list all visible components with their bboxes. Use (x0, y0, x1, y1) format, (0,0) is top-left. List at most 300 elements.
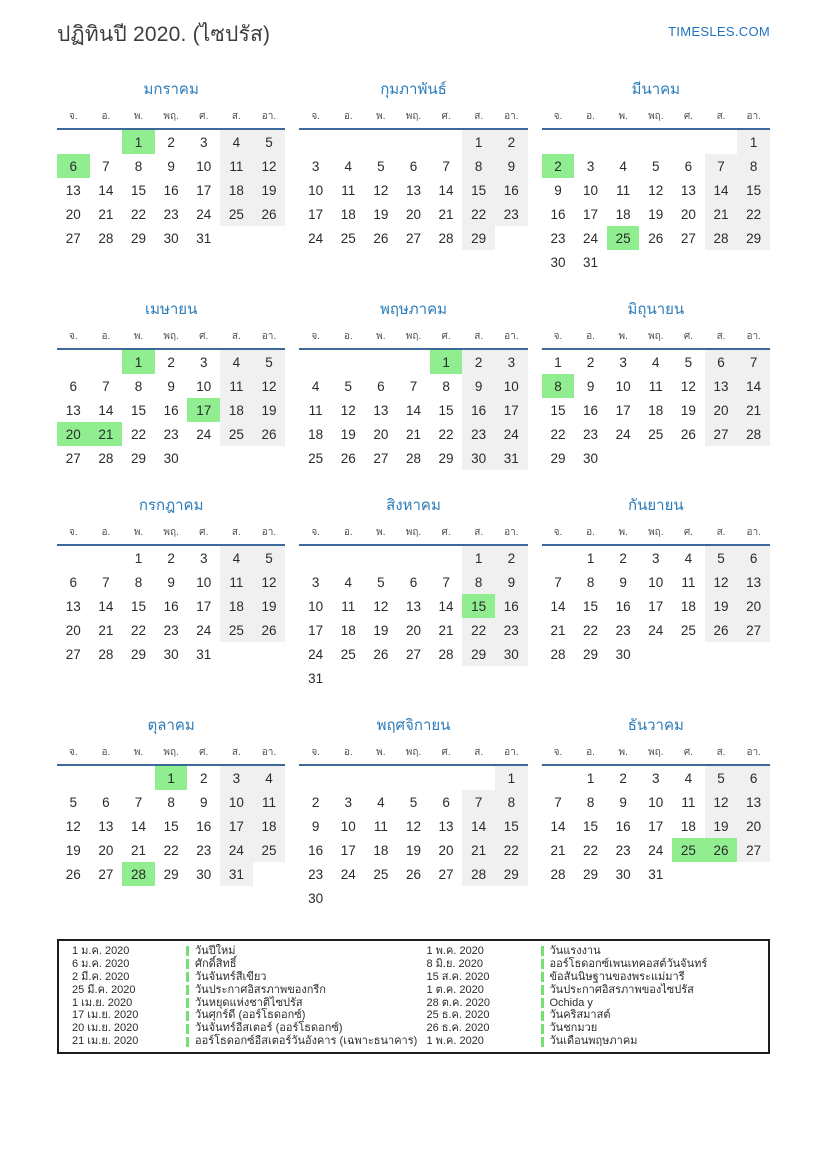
legend-item (414, 945, 769, 958)
legend-item (59, 971, 414, 984)
day-cell: 21 (550, 622, 566, 638)
day-cell: 13 (737, 790, 770, 814)
weekday-label: อ. (332, 329, 365, 349)
empty-cell (122, 765, 155, 790)
day-cell: 11 (341, 182, 356, 198)
weekday-label: ศ. (672, 329, 705, 349)
day-cell: 6 (57, 154, 90, 178)
weekday-label: ส. (220, 745, 253, 765)
holiday-date: 1 ม.ค. 2020 (72, 945, 130, 957)
page-header (57, 18, 770, 51)
day-cell: 20 (65, 206, 81, 222)
day-cell: 23 (462, 422, 495, 446)
holiday-name: วันศุกร์ดี (ออร์โธดอกซ์) (195, 1009, 306, 1022)
holiday-date: 8 มิ.ย. 2020 (426, 957, 484, 970)
day-cell: 14 (550, 818, 566, 834)
weekday-label: ส. (705, 109, 738, 129)
day-cell: 1 (495, 765, 528, 790)
day-cell: 1 (462, 545, 495, 570)
day-cell: 22 (131, 206, 147, 222)
day-cell: 10 (196, 158, 212, 174)
legend-item (414, 1022, 769, 1035)
day-cell: 28 (550, 646, 566, 662)
day-cell: 27 (65, 230, 81, 246)
legend-item (414, 997, 769, 1010)
day-cell: 5 (409, 794, 418, 810)
day-cell: 29 (462, 226, 495, 250)
day-cell: 18 (220, 178, 253, 202)
day-cell: 4 (220, 349, 253, 374)
empty-cell (705, 250, 738, 274)
month-grid (57, 329, 285, 470)
legend-item (59, 984, 414, 997)
day-cell: 23 (615, 622, 631, 638)
weekday-label: อา. (737, 329, 770, 349)
day-cell: 9 (199, 794, 208, 810)
day-cell: 14 (705, 178, 738, 202)
empty-cell (462, 666, 495, 690)
empty-cell (495, 886, 528, 910)
day-cell: 6 (69, 574, 78, 590)
weekday-label: อ. (574, 745, 607, 765)
day-cell: 15 (131, 182, 147, 198)
legend-item (59, 958, 414, 971)
empty-cell (430, 129, 463, 154)
empty-cell (332, 886, 365, 910)
months-grid (57, 71, 770, 927)
day-cell: 18 (220, 398, 253, 422)
empty-cell (430, 886, 463, 910)
day-cell: 13 (405, 598, 421, 614)
day-cell: 27 (705, 422, 738, 446)
weekday-label: จ. (299, 109, 332, 129)
holiday-name: ข้อสันนิษฐานของพระแม่มารี (549, 970, 685, 983)
day-cell: 23 (550, 230, 566, 246)
day-cell: 6 (409, 574, 418, 590)
empty-cell (397, 765, 430, 790)
day-cell: 7 (462, 790, 495, 814)
day-cell: 1 (122, 349, 155, 374)
day-cell: 25 (308, 450, 324, 466)
day-cell: 19 (340, 426, 356, 442)
day-cell: 13 (98, 818, 114, 834)
day-cell: 26 (705, 618, 738, 642)
weekday-label: อา. (737, 745, 770, 765)
month-calendar (299, 707, 527, 910)
day-cell: 15 (462, 594, 495, 618)
month-calendar (57, 291, 285, 470)
day-cell: 24 (196, 206, 212, 222)
weekday-label: จ. (542, 745, 575, 765)
month-grid (57, 525, 285, 666)
day-cell: 8 (167, 794, 175, 810)
empty-cell (57, 545, 90, 570)
holiday-marker-icon (186, 972, 189, 982)
site-link[interactable]: TIMESLES.COM (668, 24, 770, 39)
weekday-label: ศ. (672, 109, 705, 129)
empty-cell (220, 642, 253, 666)
day-cell: 2 (199, 770, 208, 786)
day-cell: 18 (648, 402, 664, 418)
day-cell: 12 (373, 182, 389, 198)
legend-item (414, 1009, 769, 1022)
empty-cell (90, 765, 123, 790)
empty-cell (542, 765, 575, 790)
day-cell: 17 (308, 622, 324, 638)
day-cell: 2 (311, 794, 320, 810)
day-cell: 28 (98, 230, 114, 246)
weekday-label: ศ. (187, 109, 220, 129)
empty-cell (639, 446, 672, 470)
day-cell: 2 (495, 129, 528, 154)
holiday-date: 25 ธ.ค. 2020 (426, 1009, 490, 1022)
day-cell: 25 (220, 618, 253, 642)
day-cell: 17 (648, 598, 664, 614)
day-cell: 25 (253, 838, 286, 862)
empty-cell (705, 129, 738, 154)
holiday-date: 1 พ.ค. 2020 (426, 945, 484, 957)
day-cell: 11 (373, 818, 388, 834)
day-cell: 8 (495, 790, 528, 814)
month-calendar (542, 487, 770, 666)
day-cell: 13 (680, 182, 696, 198)
day-cell: 2 (167, 354, 175, 370)
day-cell: 21 (131, 842, 147, 858)
day-cell: 21 (405, 426, 421, 442)
day-cell: 27 (737, 618, 770, 642)
day-cell: 30 (615, 866, 631, 882)
day-cell: 27 (98, 866, 114, 882)
day-cell: 20 (373, 426, 389, 442)
day-cell: 24 (615, 426, 631, 442)
day-cell: 13 (65, 598, 81, 614)
day-cell: 2 (619, 550, 627, 566)
empty-cell (397, 545, 430, 570)
day-cell: 14 (737, 374, 770, 398)
weekday-label: อ. (90, 525, 123, 545)
day-cell: 22 (438, 426, 454, 442)
day-cell: 21 (462, 838, 495, 862)
weekday-label: พฤ. (397, 109, 430, 129)
day-cell: 17 (615, 402, 631, 418)
day-cell: 24 (308, 646, 324, 662)
month-grid (57, 109, 285, 250)
day-cell: 9 (167, 574, 175, 590)
day-cell: 15 (163, 818, 179, 834)
empty-cell (705, 642, 738, 666)
day-cell: 16 (462, 398, 495, 422)
empty-cell (253, 226, 286, 250)
empty-cell (57, 129, 90, 154)
empty-cell (90, 349, 123, 374)
weekday-label: พฤ. (155, 329, 188, 349)
day-cell: 11 (253, 790, 286, 814)
weekday-label: พฤ. (397, 745, 430, 765)
day-cell: 12 (405, 818, 421, 834)
day-cell: 14 (98, 598, 114, 614)
day-cell: 20 (737, 594, 770, 618)
day-cell: 2 (619, 770, 627, 786)
day-cell: 7 (442, 158, 450, 174)
day-cell: 7 (102, 158, 110, 174)
legend-item (59, 1009, 414, 1022)
day-cell: 13 (65, 402, 81, 418)
day-cell: 11 (220, 374, 253, 398)
day-cell: 17 (220, 814, 253, 838)
holiday-name: วันจันทร์อีสเตอร์ (ออร์โธดอกซ์) (195, 1022, 343, 1035)
holiday-marker-icon (541, 985, 544, 995)
day-cell: 6 (737, 545, 770, 570)
day-cell: 23 (196, 842, 212, 858)
day-cell: 12 (340, 402, 356, 418)
weekday-label: อา. (495, 109, 528, 129)
day-cell: 8 (134, 158, 143, 174)
day-cell: 26 (373, 230, 389, 246)
empty-cell (430, 545, 463, 570)
weekday-label: ศ. (187, 525, 220, 545)
empty-cell (737, 446, 770, 470)
day-cell: 29 (438, 450, 454, 466)
empty-cell (90, 129, 123, 154)
weekday-label: พ. (365, 525, 398, 545)
weekday-label: จ. (57, 109, 90, 129)
day-cell: 14 (405, 402, 421, 418)
holiday-legend (57, 939, 770, 1054)
empty-cell (737, 250, 770, 274)
day-cell: 26 (705, 838, 738, 862)
day-cell: 22 (495, 838, 528, 862)
day-cell: 26 (648, 230, 664, 246)
legend-item (414, 971, 769, 984)
empty-cell (737, 862, 770, 886)
day-cell: 4 (344, 158, 352, 174)
holiday-name: วันประกาศอิสรภาพของกรีก (195, 983, 326, 996)
day-cell: 8 (542, 374, 575, 398)
day-cell: 16 (196, 818, 212, 834)
empty-cell (365, 886, 398, 910)
empty-cell (542, 545, 575, 570)
day-cell: 22 (462, 618, 495, 642)
month-title: กรกฎาคม (138, 497, 204, 514)
weekday-label: พ. (365, 329, 398, 349)
month-title: มกราคม (143, 81, 199, 98)
day-cell: 25 (220, 202, 253, 226)
month-grid (542, 525, 770, 666)
day-cell: 9 (495, 154, 528, 178)
weekday-label: พ. (122, 745, 155, 765)
weekday-label: อ. (90, 329, 123, 349)
day-cell: 9 (462, 374, 495, 398)
month-grid (57, 745, 285, 886)
day-cell: 14 (438, 598, 454, 614)
day-cell: 5 (377, 158, 385, 174)
day-cell: 7 (409, 378, 418, 394)
day-cell: 4 (377, 794, 385, 810)
day-cell: 5 (253, 545, 286, 570)
day-cell: 29 (131, 450, 147, 466)
day-cell: 26 (253, 202, 286, 226)
empty-cell (672, 129, 705, 154)
weekday-label: พฤ. (155, 525, 188, 545)
month-title: เมษายน (144, 301, 198, 318)
day-cell: 15 (131, 402, 147, 418)
day-cell: 21 (737, 398, 770, 422)
holiday-date: 28 ต.ค. 2020 (426, 996, 490, 1009)
day-cell: 3 (311, 158, 320, 174)
day-cell: 9 (495, 570, 528, 594)
day-cell: 19 (373, 206, 389, 222)
empty-cell (365, 666, 398, 690)
month-title: ตุลาคม (147, 717, 195, 734)
month-title: พฤษภาคม (379, 301, 448, 318)
legend-item (59, 1035, 418, 1048)
day-cell: 17 (196, 182, 212, 198)
day-cell: 18 (340, 206, 356, 222)
day-cell: 25 (672, 838, 705, 862)
weekday-label: ศ. (430, 109, 463, 129)
day-cell: 8 (134, 378, 143, 394)
holiday-marker-icon (186, 1037, 189, 1047)
day-cell: 2 (586, 354, 595, 370)
day-cell: 22 (583, 622, 599, 638)
month-calendar (299, 487, 527, 690)
empty-cell (332, 666, 365, 690)
legend-column-left (59, 945, 418, 1048)
day-cell: 12 (253, 154, 286, 178)
day-cell: 31 (220, 862, 253, 886)
day-cell: 3 (652, 550, 660, 566)
day-cell: 1 (134, 550, 143, 566)
day-cell: 30 (196, 866, 212, 882)
day-cell: 31 (308, 670, 324, 686)
day-cell: 2 (462, 349, 495, 374)
day-cell: 12 (253, 570, 286, 594)
weekday-label: ส. (220, 329, 253, 349)
empty-cell (299, 129, 332, 154)
weekday-label: ศ. (187, 329, 220, 349)
day-cell: 28 (405, 450, 421, 466)
empty-cell (90, 545, 123, 570)
day-cell: 8 (586, 794, 595, 810)
empty-cell (574, 129, 607, 154)
day-cell: 16 (615, 598, 631, 614)
day-cell: 8 (134, 574, 143, 590)
day-cell: 11 (220, 570, 253, 594)
weekday-label: อา. (253, 109, 286, 129)
holiday-date: 1 เม.ย. 2020 (72, 996, 133, 1009)
day-cell: 21 (438, 206, 454, 222)
day-cell: 21 (705, 202, 738, 226)
day-cell: 10 (648, 574, 664, 590)
holiday-name: วันแรงงาน (549, 945, 601, 957)
day-cell: 23 (163, 426, 179, 442)
day-cell: 1 (554, 354, 562, 370)
day-cell: 10 (615, 378, 631, 394)
day-cell: 29 (583, 646, 599, 662)
holiday-name: วันประกาศอิสรภาพของไซปรัส (549, 983, 694, 996)
day-cell: 16 (308, 842, 324, 858)
day-cell: 25 (220, 422, 253, 446)
day-cell: 25 (373, 866, 389, 882)
holiday-marker-icon (541, 1011, 544, 1021)
month-calendar (57, 487, 285, 666)
day-cell: 18 (308, 426, 324, 442)
weekday-label: จ. (542, 525, 575, 545)
legend-item (414, 958, 769, 971)
day-cell: 3 (652, 770, 660, 786)
day-cell: 21 (98, 206, 114, 222)
weekday-label: จ. (57, 745, 90, 765)
empty-cell (462, 765, 495, 790)
day-cell: 11 (220, 154, 253, 178)
day-cell: 15 (583, 818, 599, 834)
day-cell: 16 (163, 402, 179, 418)
day-cell: 27 (405, 230, 421, 246)
day-cell: 9 (311, 818, 320, 834)
weekday-label: พ. (607, 745, 640, 765)
day-cell: 31 (648, 866, 664, 882)
day-cell: 29 (462, 642, 495, 666)
holiday-date: 17 เม.ย. 2020 (72, 1009, 139, 1022)
holiday-name: วันคริสมาสต์ (549, 1009, 611, 1022)
empty-cell (542, 129, 575, 154)
day-cell: 13 (705, 374, 738, 398)
holiday-name: ศักดิ์สิทธิ์ (195, 957, 237, 970)
day-cell: 31 (196, 230, 212, 246)
weekday-label: จ. (542, 109, 575, 129)
day-cell: 7 (102, 574, 110, 590)
day-cell: 8 (462, 154, 495, 178)
day-cell: 6 (377, 378, 385, 394)
weekday-label: อ. (332, 109, 365, 129)
day-cell: 8 (737, 154, 770, 178)
empty-cell (639, 129, 672, 154)
day-cell: 5 (684, 354, 693, 370)
day-cell: 19 (705, 814, 738, 838)
day-cell: 28 (438, 646, 454, 662)
day-cell: 14 (462, 814, 495, 838)
day-cell: 17 (583, 206, 599, 222)
day-cell: 24 (648, 842, 664, 858)
day-cell: 19 (705, 594, 738, 618)
day-cell: 12 (680, 378, 696, 394)
day-cell: 10 (495, 374, 528, 398)
day-cell: 17 (308, 206, 324, 222)
day-cell: 5 (344, 378, 352, 394)
day-cell: 4 (619, 158, 627, 174)
empty-cell (332, 129, 365, 154)
day-cell: 22 (131, 622, 147, 638)
day-cell: 7 (705, 154, 738, 178)
day-cell: 15 (131, 598, 147, 614)
day-cell: 16 (163, 182, 179, 198)
weekday-label: อา. (737, 525, 770, 545)
holiday-marker-icon (186, 1011, 189, 1021)
day-cell: 29 (131, 646, 147, 662)
day-cell: 19 (253, 398, 286, 422)
day-cell: 25 (680, 622, 696, 638)
day-cell: 23 (308, 866, 324, 882)
day-cell: 11 (308, 402, 323, 418)
day-cell: 3 (199, 134, 208, 150)
day-cell: 28 (462, 862, 495, 886)
day-cell: 28 (122, 862, 155, 886)
weekday-label: ส. (462, 745, 495, 765)
weekday-label: ส. (462, 109, 495, 129)
day-cell: 1 (586, 550, 595, 566)
day-cell: 29 (583, 866, 599, 882)
month-title: พฤศจิกายน (376, 717, 451, 734)
